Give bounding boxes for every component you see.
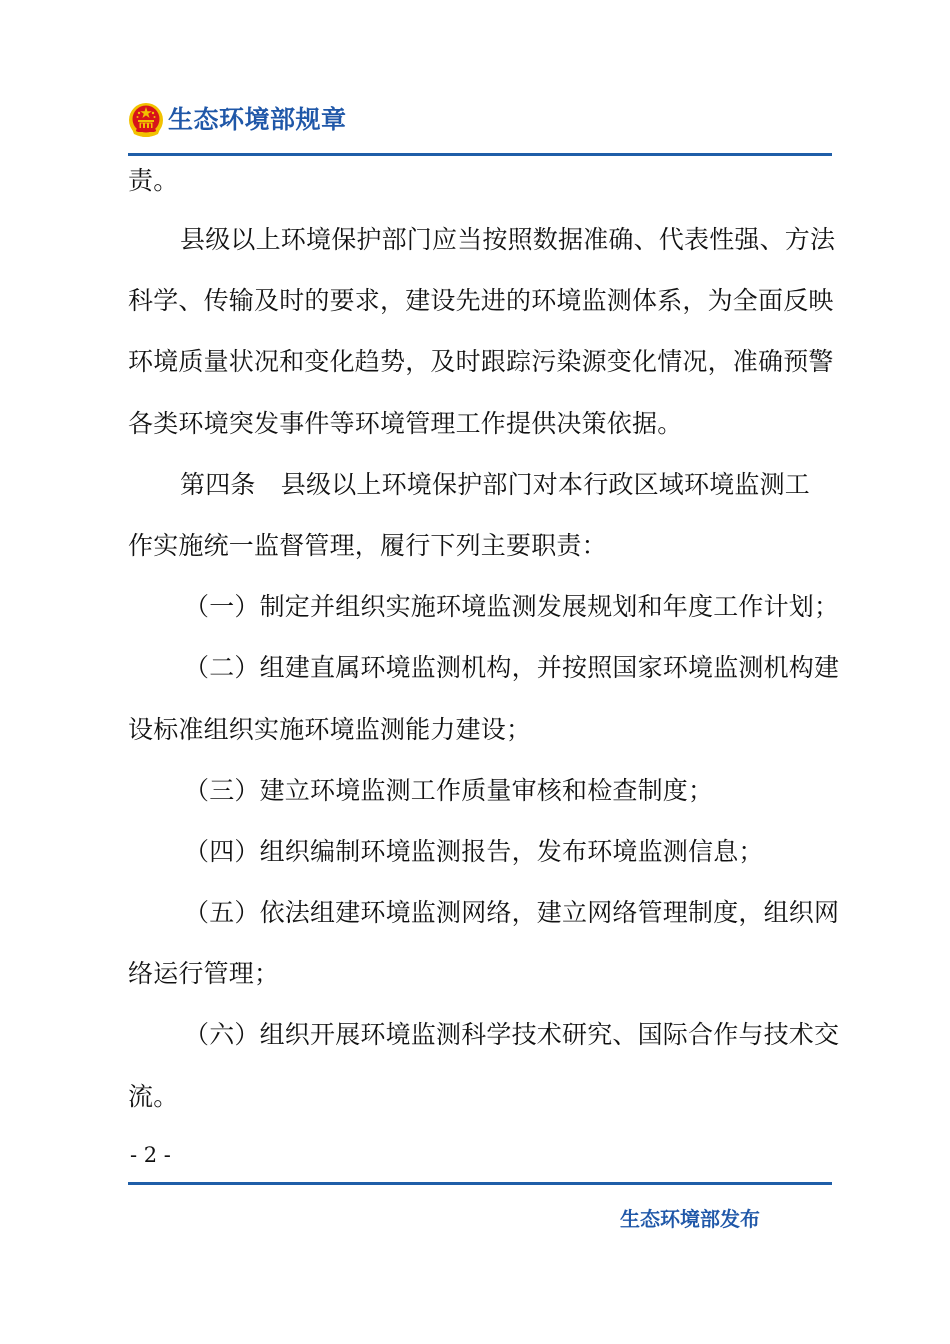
page-number: - 2 - [130,1143,171,1167]
list-item: （三）建立环境监测工作质量审核和检查制度； [184,775,714,805]
text-line: 科学、传输及时的要求，建设先进的环境监测体系，为全面反映 [128,286,834,316]
footer-publisher: 生态环境部发布 [620,1207,760,1231]
list-item: （四）组织编制环境监测报告，发布环境监测信息； [184,836,764,866]
text-line: 设标准组织实施环境监测能力建设； [128,714,532,744]
page-header [128,100,832,144]
list-item: （六）组织开展环境监测科学技术研究、国际合作与技术交 [184,1020,840,1050]
national-emblem-icon [128,102,164,138]
text-line: 各类环境突发事件等环境管理工作提供决策依据。 [128,408,683,438]
page-title: 生态环境部规章 [168,105,347,134]
list-item: （五）依法组建环境监测网络，建立网络管理制度，组织网 [184,898,840,928]
list-item: （二）组建直属环境监测机构，并按照国家环境监测机构建 [184,653,840,683]
list-item: （一）制定并组织实施环境监测发展规划和年度工作计划； [184,592,840,622]
text-line: 作实施统一监督管理，履行下列主要职责： [128,530,607,560]
footer-divider [128,1182,832,1185]
document-body [128,153,840,1127]
text-line: 流。 [128,1081,179,1111]
text-line: 县级以上环境保护部门应当按照数据准确、代表性强、方法 [180,225,836,254]
text-line: 络运行管理； [128,959,280,989]
text-line: 责。 [128,166,179,195]
text-line: 环境质量状况和变化趋势，及时跟踪污染源变化情况，准确预警 [128,347,834,377]
article-heading-line: 第四条 县级以上环境保护部门对本行政区域环境监测工 [180,469,811,499]
